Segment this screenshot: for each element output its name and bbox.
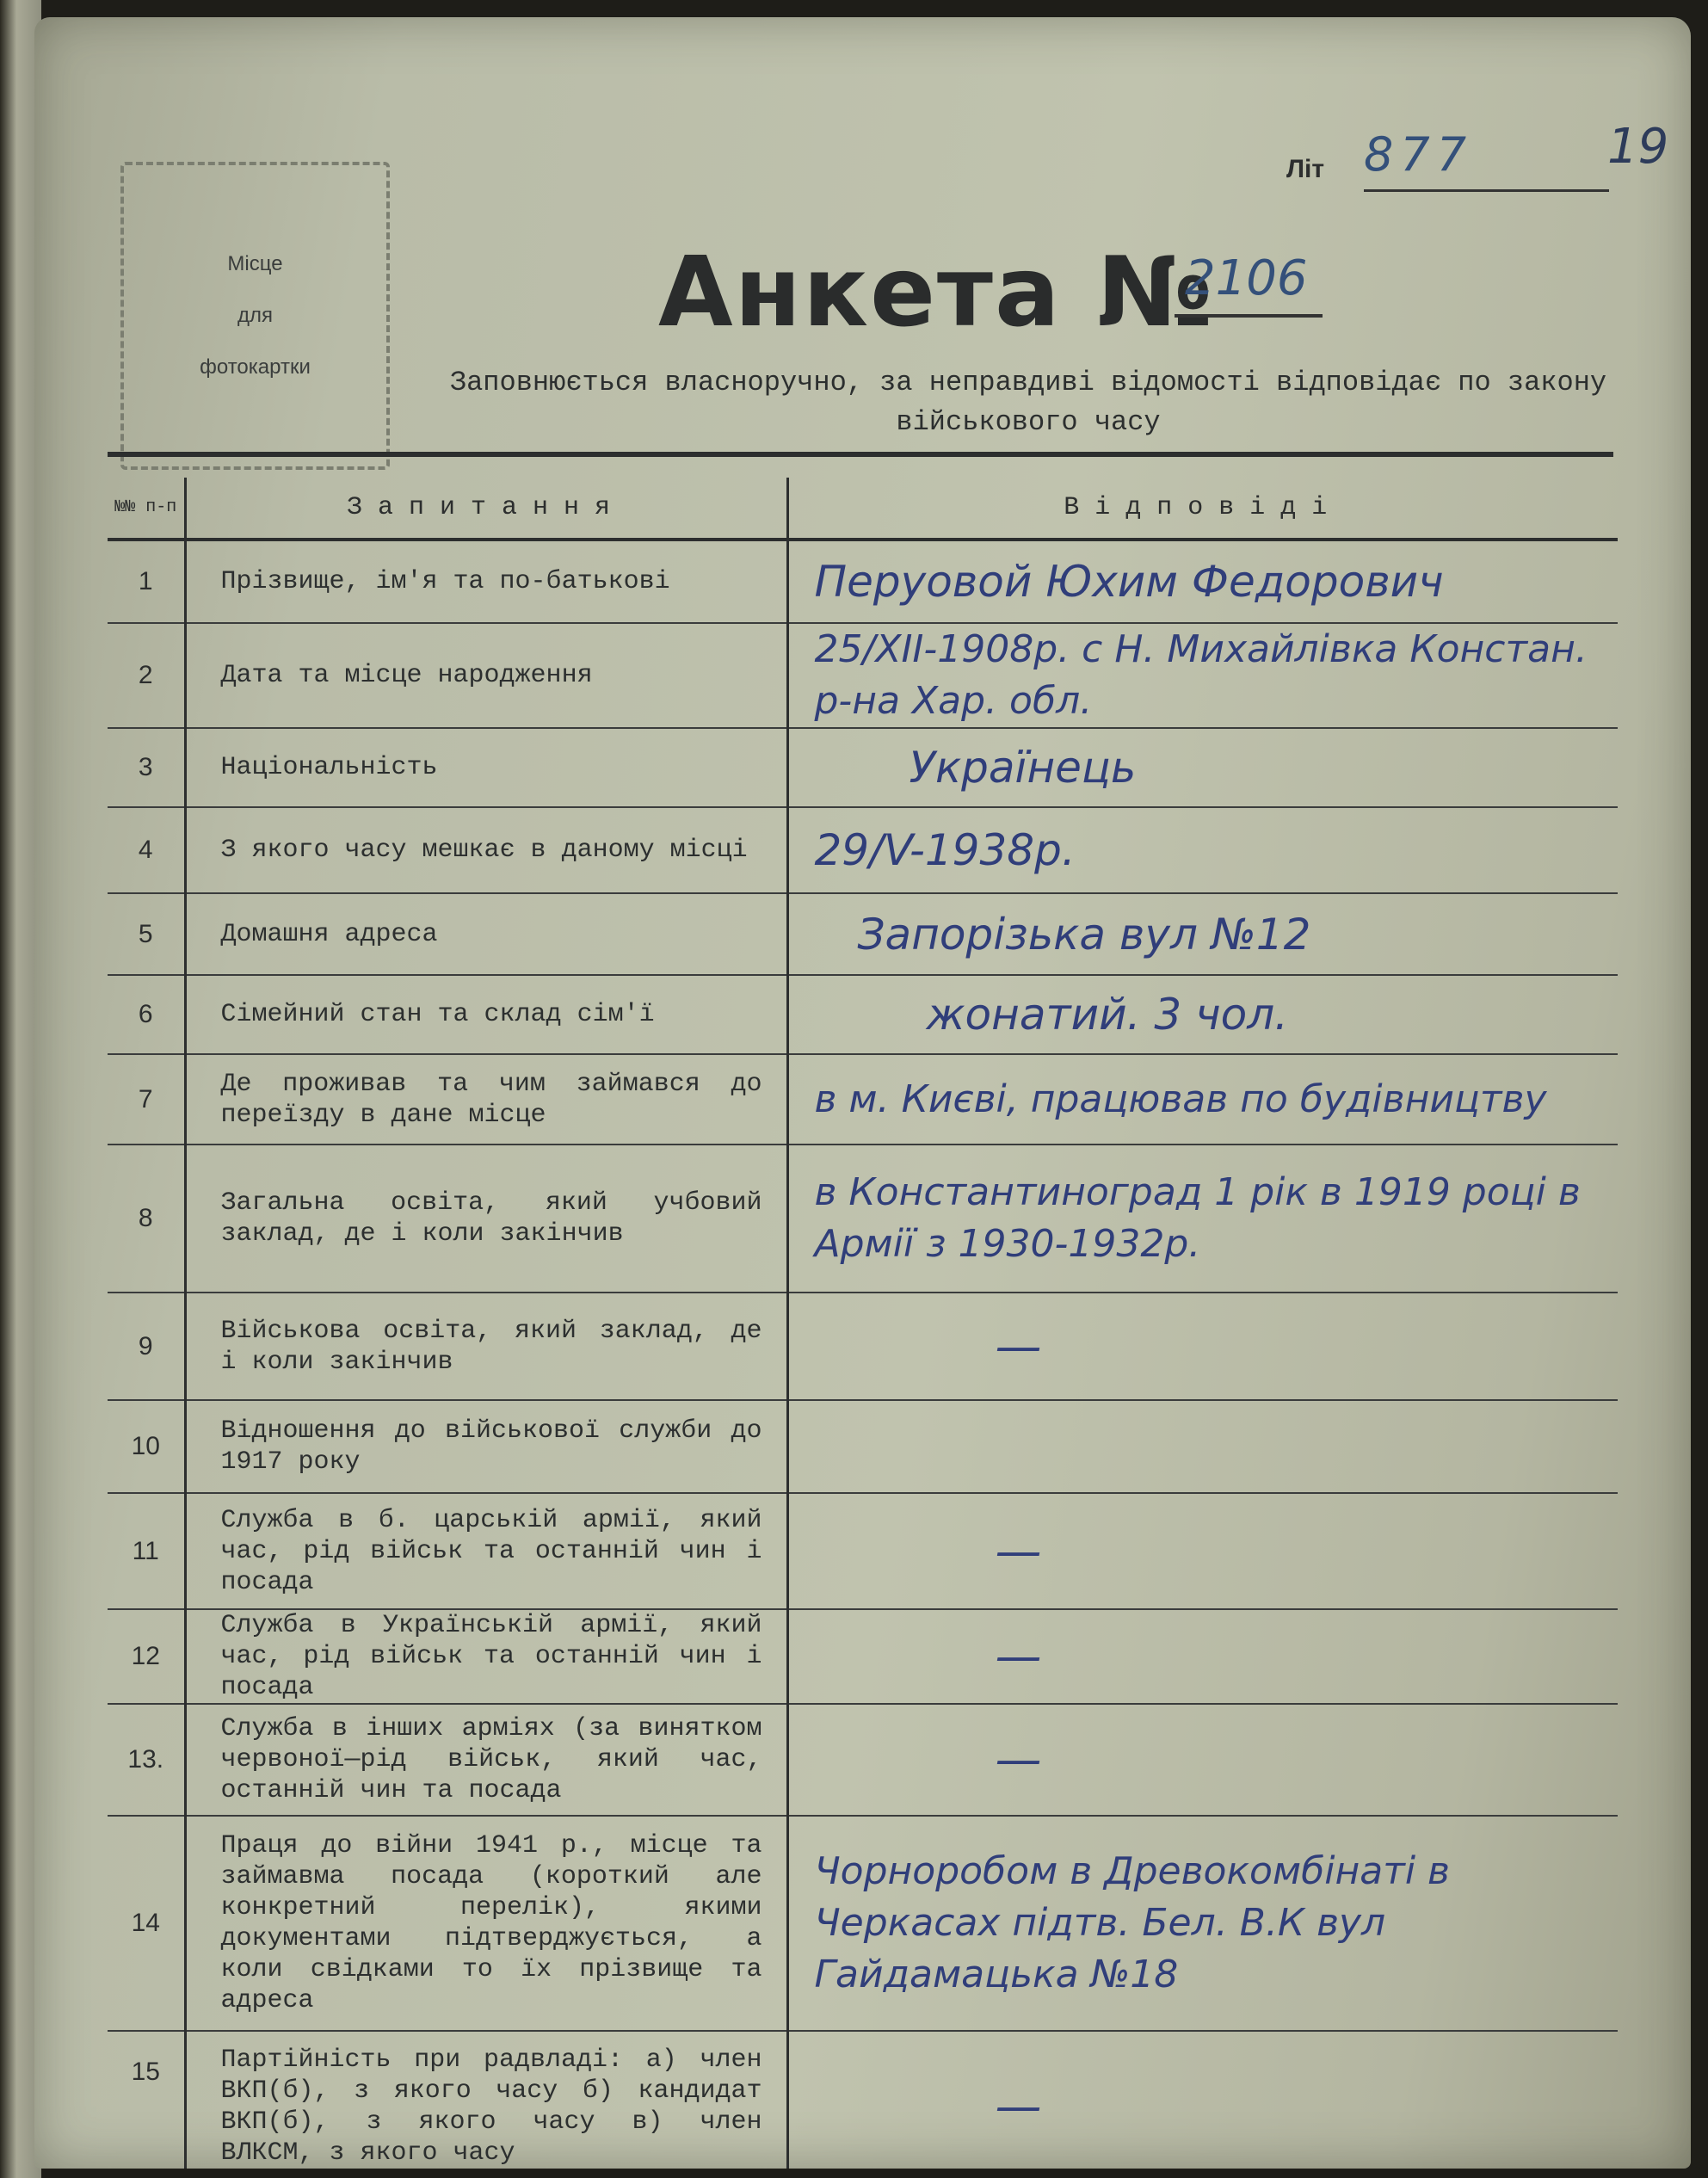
- row-question: Партійність при радвладі: а) член ВКП(б), з якого часу б) кандидат ВКП(б), з якого часу в) член ВЛКСМ, з якого часу: [185, 2031, 787, 2169]
- table-header-row: [108, 478, 1618, 540]
- row-answer: Українець: [787, 728, 1618, 807]
- photo-label-line1: Місце: [227, 252, 283, 275]
- row-number: 5: [108, 893, 185, 975]
- row-question: Служба в інших арміях (за винятком червоної—рід військ, який час, останній чин та посада: [185, 1704, 787, 1816]
- row-answer: в м. Києві, працював по будівництву: [787, 1054, 1618, 1145]
- row-answer: Чорноробом в Древокомбінаті в Черкасах підтв. Бел. В.К вул Гайдамацька №18: [787, 1816, 1618, 2031]
- photo-placeholder-box: [120, 162, 390, 470]
- row-answer: —: [787, 2031, 1618, 2169]
- photo-label-line2: для: [237, 304, 273, 327]
- table-row: [108, 728, 1618, 807]
- page-number: 19: [1607, 119, 1669, 175]
- lit-label: Літ: [1286, 155, 1325, 183]
- table-row: [108, 1054, 1618, 1145]
- row-question: Праця до війни 1941 р., місце та займавма посада (короткий але конкретний перелік), якими документами підтверджується, а коли свідками то їх прізвище та адреса: [185, 1816, 787, 2031]
- subtitle: [417, 363, 1639, 442]
- row-number: 1: [108, 540, 185, 623]
- row-number: 8: [108, 1145, 185, 1293]
- anketa-number-underline: [1175, 314, 1323, 318]
- row-number: 9: [108, 1293, 185, 1400]
- row-question: З якого часу мешкає в даному місці: [185, 807, 787, 893]
- row-answer: [787, 1400, 1618, 1493]
- header-answer: Відповіді: [787, 478, 1618, 540]
- table-row: [108, 2031, 1618, 2169]
- row-answer: —: [787, 1493, 1618, 1609]
- form-page: [34, 17, 1691, 2169]
- row-number: 13.: [108, 1704, 185, 1816]
- table-row: [108, 893, 1618, 975]
- table-row: [108, 807, 1618, 893]
- subtitle-line1: Заповнюється власноручно, за неправдиві відомості відповідає по закону: [449, 367, 1607, 398]
- row-question: Загальна освіта, який учбовий заклад, де і коли закінчив: [185, 1145, 787, 1293]
- row-question: Військова освіта, який заклад, де і коли закінчив: [185, 1293, 787, 1400]
- row-answer: в Константиноград 1 рік в 1919 році в Армії з 1930-1932р.: [787, 1145, 1618, 1293]
- row-number: 7: [108, 1054, 185, 1145]
- table-row: [108, 540, 1618, 623]
- header-rule: [108, 452, 1613, 457]
- row-number: 14: [108, 1816, 185, 2031]
- table-row: [108, 975, 1618, 1054]
- lit-underline: [1364, 189, 1609, 192]
- photo-label-line3: фотокартки: [200, 355, 311, 379]
- row-question: Прізвище, ім'я та по-батькові: [185, 540, 787, 623]
- questionnaire-table: [108, 478, 1618, 2169]
- row-answer: —: [787, 1704, 1618, 1816]
- table-row: [108, 1493, 1618, 1609]
- row-answer: Запорізька вул №12: [787, 893, 1618, 975]
- row-number: 3: [108, 728, 185, 807]
- row-question: Домашня адреса: [185, 893, 787, 975]
- row-answer: жонатий. 3 чол.: [787, 975, 1618, 1054]
- row-question: Служба в Українській армії, який час, рід військ та останній чин і посада: [185, 1609, 787, 1704]
- row-number: 4: [108, 807, 185, 893]
- row-answer: 29/V-1938р.: [787, 807, 1618, 893]
- table-row: [108, 1816, 1618, 2031]
- row-question: Дата та місце народження: [185, 623, 787, 728]
- header-question: Запитання: [185, 478, 787, 540]
- page-title: Анкета №: [658, 237, 1215, 349]
- subtitle-line2: військового часу: [896, 406, 1161, 438]
- row-number: 11: [108, 1493, 185, 1609]
- row-number: 10: [108, 1400, 185, 1493]
- table-row: [108, 1704, 1618, 1816]
- row-question: Відношення до військової служби до 1917 року: [185, 1400, 787, 1493]
- row-answer: —: [787, 1609, 1618, 1704]
- table-row: [108, 1400, 1618, 1493]
- table-row: [108, 1293, 1618, 1400]
- table-row: [108, 623, 1618, 728]
- row-question: Де проживав та чим займався до переїзду в дане місце: [185, 1054, 787, 1145]
- row-answer: 25/XII-1908р. с Н. Михайлівка Констан. р-на Хар. обл.: [787, 623, 1618, 728]
- row-question: Сімейний стан та склад сім'ї: [185, 975, 787, 1054]
- row-answer: —: [787, 1293, 1618, 1400]
- row-number: 2: [108, 623, 185, 728]
- row-number: 15: [108, 2031, 185, 2169]
- anketa-number: 2106: [1185, 250, 1308, 306]
- row-question: Національність: [185, 728, 787, 807]
- row-question: Служба в б. царській армії, який час, рід військ та останній чин і посада: [185, 1493, 787, 1609]
- row-answer: Перуовой Юхим Федорович: [787, 540, 1618, 623]
- row-number: 12: [108, 1609, 185, 1704]
- lit-number: 877: [1364, 127, 1474, 182]
- header-num: №№ п-п: [108, 478, 185, 540]
- table-row: [108, 1145, 1618, 1293]
- table-row: [108, 1609, 1618, 1704]
- row-number: 6: [108, 975, 185, 1054]
